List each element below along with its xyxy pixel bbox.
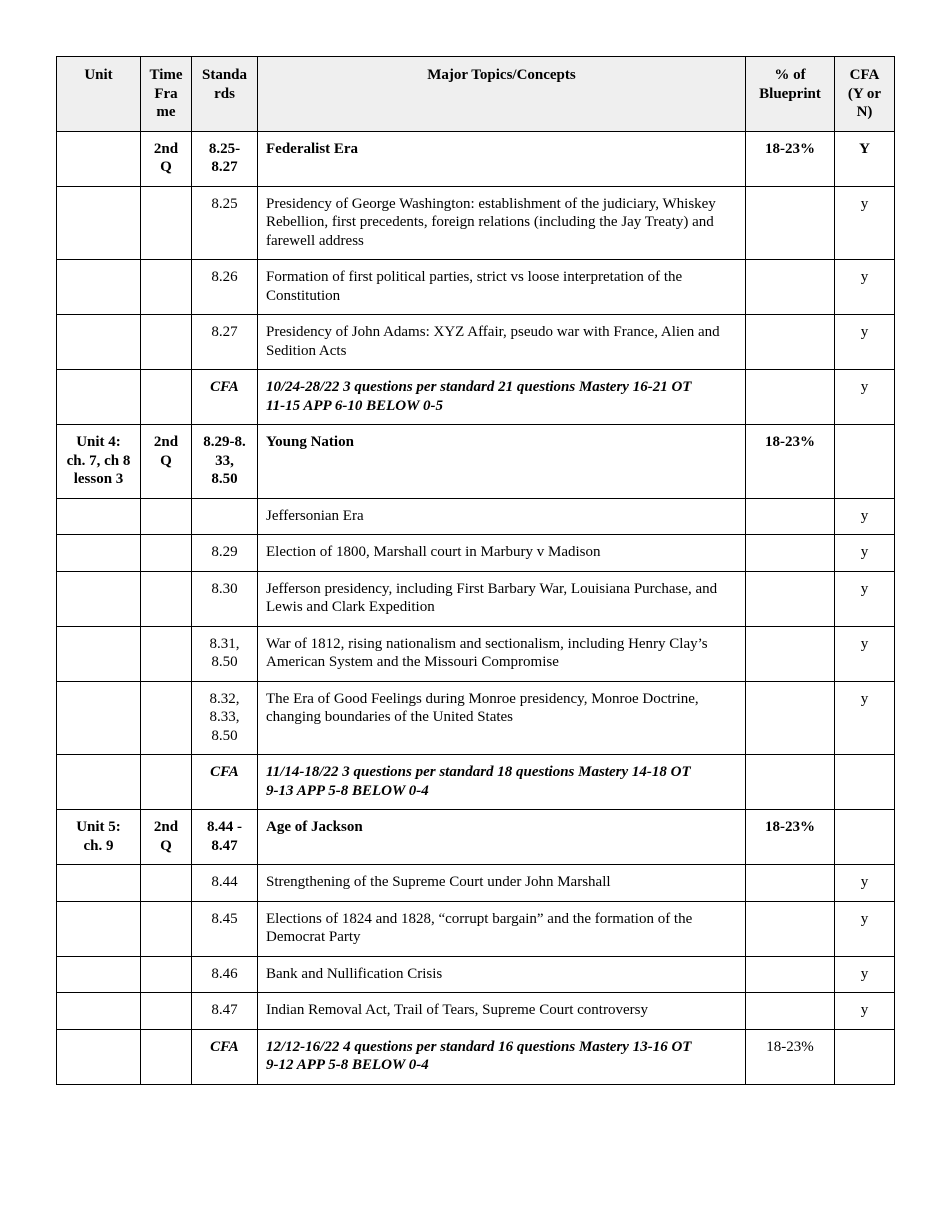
time-frame-cell: [141, 315, 192, 370]
standards-cell: 8.26: [192, 260, 258, 315]
topic-cell: 10/24-28/22 3 questions per standard 21 questions Mastery 16-21 OT 11-15 APP 6-10 BELOW 0-5: [258, 370, 746, 425]
standards-cell: 8.29: [192, 535, 258, 572]
table-row: [57, 810, 895, 865]
time-frame-cell: [141, 498, 192, 535]
topic-cell: War of 1812, rising nationalism and sectionalism, including Henry Clay’s American System and the Missouri Compromise: [258, 626, 746, 681]
unit-cell: [57, 1029, 141, 1084]
topic-cell: Election of 1800, Marshall court in Marbury v Madison: [258, 535, 746, 572]
blueprint-cell: [746, 315, 835, 370]
standards-cell: CFA: [192, 370, 258, 425]
blueprint-cell: [746, 498, 835, 535]
time-frame-cell: [141, 626, 192, 681]
unit-cell: Unit 4: ch. 7, ch 8 lesson 3: [57, 425, 141, 499]
header-topics: Major Topics/Concepts: [258, 57, 746, 132]
time-frame-cell: 2nd Q: [141, 810, 192, 865]
table-row: [57, 186, 895, 260]
unit-cell: [57, 535, 141, 572]
unit-cell: [57, 681, 141, 755]
standards-cell: [192, 498, 258, 535]
topic-cell: The Era of Good Feelings during Monroe presidency, Monroe Doctrine, changing boundaries of the United States: [258, 681, 746, 755]
topic-cell: 11/14-18/22 3 questions per standard 18 questions Mastery 14-18 OT 9-13 APP 5-8 BELOW 0-4: [258, 755, 746, 810]
table-row: [57, 498, 895, 535]
blueprint-cell: [746, 901, 835, 956]
topic-cell: Elections of 1824 and 1828, “corrupt bargain” and the formation of the Democrat Party: [258, 901, 746, 956]
topic-cell: Indian Removal Act, Trail of Tears, Supreme Court controversy: [258, 993, 746, 1030]
topic-cell: Formation of first political parties, strict vs loose interpretation of the Constitution: [258, 260, 746, 315]
standards-cell: CFA: [192, 1029, 258, 1084]
unit-cell: [57, 260, 141, 315]
topic-cell: Young Nation: [258, 425, 746, 499]
cfa-cell: [835, 1029, 895, 1084]
standards-cell: 8.44: [192, 865, 258, 902]
table-row: [57, 956, 895, 993]
header-standards: Standa rds: [192, 57, 258, 132]
blueprint-cell: 18-23%: [746, 131, 835, 186]
topic-cell: Bank and Nullification Crisis: [258, 956, 746, 993]
cfa-cell: y: [835, 571, 895, 626]
time-frame-cell: [141, 370, 192, 425]
table-row: [57, 370, 895, 425]
table-row: [57, 131, 895, 186]
standards-cell: 8.31, 8.50: [192, 626, 258, 681]
table-row: [57, 1029, 895, 1084]
time-frame-cell: [141, 993, 192, 1030]
unit-cell: [57, 370, 141, 425]
header-blueprint: % of Blueprint: [746, 57, 835, 132]
standards-cell: 8.30: [192, 571, 258, 626]
cfa-cell: y: [835, 626, 895, 681]
table-row: [57, 865, 895, 902]
standards-cell: 8.29-8. 33, 8.50: [192, 425, 258, 499]
blueprint-cell: [746, 681, 835, 755]
time-frame-cell: [141, 535, 192, 572]
blueprint-cell: 18-23%: [746, 810, 835, 865]
time-frame-cell: [141, 956, 192, 993]
cfa-cell: [835, 755, 895, 810]
unit-cell: [57, 993, 141, 1030]
blueprint-cell: [746, 370, 835, 425]
standards-cell: 8.47: [192, 993, 258, 1030]
blueprint-cell: [746, 260, 835, 315]
cfa-cell: y: [835, 260, 895, 315]
unit-cell: Unit 5: ch. 9: [57, 810, 141, 865]
topic-cell: Strengthening of the Supreme Court under John Marshall: [258, 865, 746, 902]
time-frame-cell: 2nd Q: [141, 425, 192, 499]
curriculum-table: [56, 56, 895, 1085]
topic-cell: Presidency of George Washington: establishment of the judiciary, Whiskey Rebellion, first precedents, foreign relations (including the Jay Treaty) and farewell address: [258, 186, 746, 260]
table-row: [57, 993, 895, 1030]
standards-cell: CFA: [192, 755, 258, 810]
table-row: [57, 681, 895, 755]
standards-cell: 8.45: [192, 901, 258, 956]
blueprint-cell: [746, 186, 835, 260]
unit-cell: [57, 498, 141, 535]
cfa-cell: y: [835, 901, 895, 956]
cfa-cell: y: [835, 681, 895, 755]
cfa-cell: y: [835, 956, 895, 993]
topic-cell: Presidency of John Adams: XYZ Affair, pseudo war with France, Alien and Sedition Acts: [258, 315, 746, 370]
time-frame-cell: [141, 186, 192, 260]
table-row: [57, 425, 895, 499]
time-frame-cell: [141, 1029, 192, 1084]
table-row: [57, 901, 895, 956]
table-row: [57, 571, 895, 626]
cfa-cell: y: [835, 370, 895, 425]
cfa-cell: y: [835, 315, 895, 370]
cfa-cell: y: [835, 865, 895, 902]
standards-cell: 8.44 - 8.47: [192, 810, 258, 865]
unit-cell: [57, 956, 141, 993]
blueprint-cell: [746, 571, 835, 626]
unit-cell: [57, 131, 141, 186]
topic-cell: Age of Jackson: [258, 810, 746, 865]
standards-cell: 8.27: [192, 315, 258, 370]
time-frame-cell: [141, 901, 192, 956]
standards-cell: 8.25-8.27: [192, 131, 258, 186]
unit-cell: [57, 865, 141, 902]
cfa-cell: y: [835, 498, 895, 535]
table-row: [57, 755, 895, 810]
topic-cell: Jeffersonian Era: [258, 498, 746, 535]
topic-cell: 12/12-16/22 4 questions per standard 16 questions Mastery 13-16 OT 9-12 APP 5-8 BELOW 0-4: [258, 1029, 746, 1084]
unit-cell: [57, 626, 141, 681]
table-row: [57, 626, 895, 681]
table-row: [57, 315, 895, 370]
topic-cell: Jefferson presidency, including First Barbary War, Louisiana Purchase, and Lewis and Clark Expedition: [258, 571, 746, 626]
unit-cell: [57, 901, 141, 956]
standards-cell: 8.32, 8.33, 8.50: [192, 681, 258, 755]
blueprint-cell: 18-23%: [746, 425, 835, 499]
cfa-cell: y: [835, 535, 895, 572]
blueprint-cell: [746, 626, 835, 681]
cfa-cell: y: [835, 993, 895, 1030]
time-frame-cell: [141, 865, 192, 902]
unit-cell: [57, 571, 141, 626]
blueprint-cell: [746, 535, 835, 572]
unit-cell: [57, 186, 141, 260]
header-time-frame: Time Fra me: [141, 57, 192, 132]
blueprint-cell: [746, 755, 835, 810]
standards-cell: 8.25: [192, 186, 258, 260]
header-row: [57, 57, 895, 132]
time-frame-cell: 2nd Q: [141, 131, 192, 186]
blueprint-cell: [746, 993, 835, 1030]
blueprint-cell: 18-23%: [746, 1029, 835, 1084]
header-cfa: CFA (Y or N): [835, 57, 895, 132]
header-unit: Unit: [57, 57, 141, 132]
cfa-cell: [835, 810, 895, 865]
unit-cell: [57, 315, 141, 370]
cfa-cell: Y: [835, 131, 895, 186]
standards-cell: 8.46: [192, 956, 258, 993]
topic-cell: Federalist Era: [258, 131, 746, 186]
unit-cell: [57, 755, 141, 810]
cfa-cell: [835, 425, 895, 499]
blueprint-cell: [746, 956, 835, 993]
table-row: [57, 260, 895, 315]
table-row: [57, 535, 895, 572]
blueprint-cell: [746, 865, 835, 902]
time-frame-cell: [141, 681, 192, 755]
time-frame-cell: [141, 571, 192, 626]
time-frame-cell: [141, 260, 192, 315]
time-frame-cell: [141, 755, 192, 810]
cfa-cell: y: [835, 186, 895, 260]
